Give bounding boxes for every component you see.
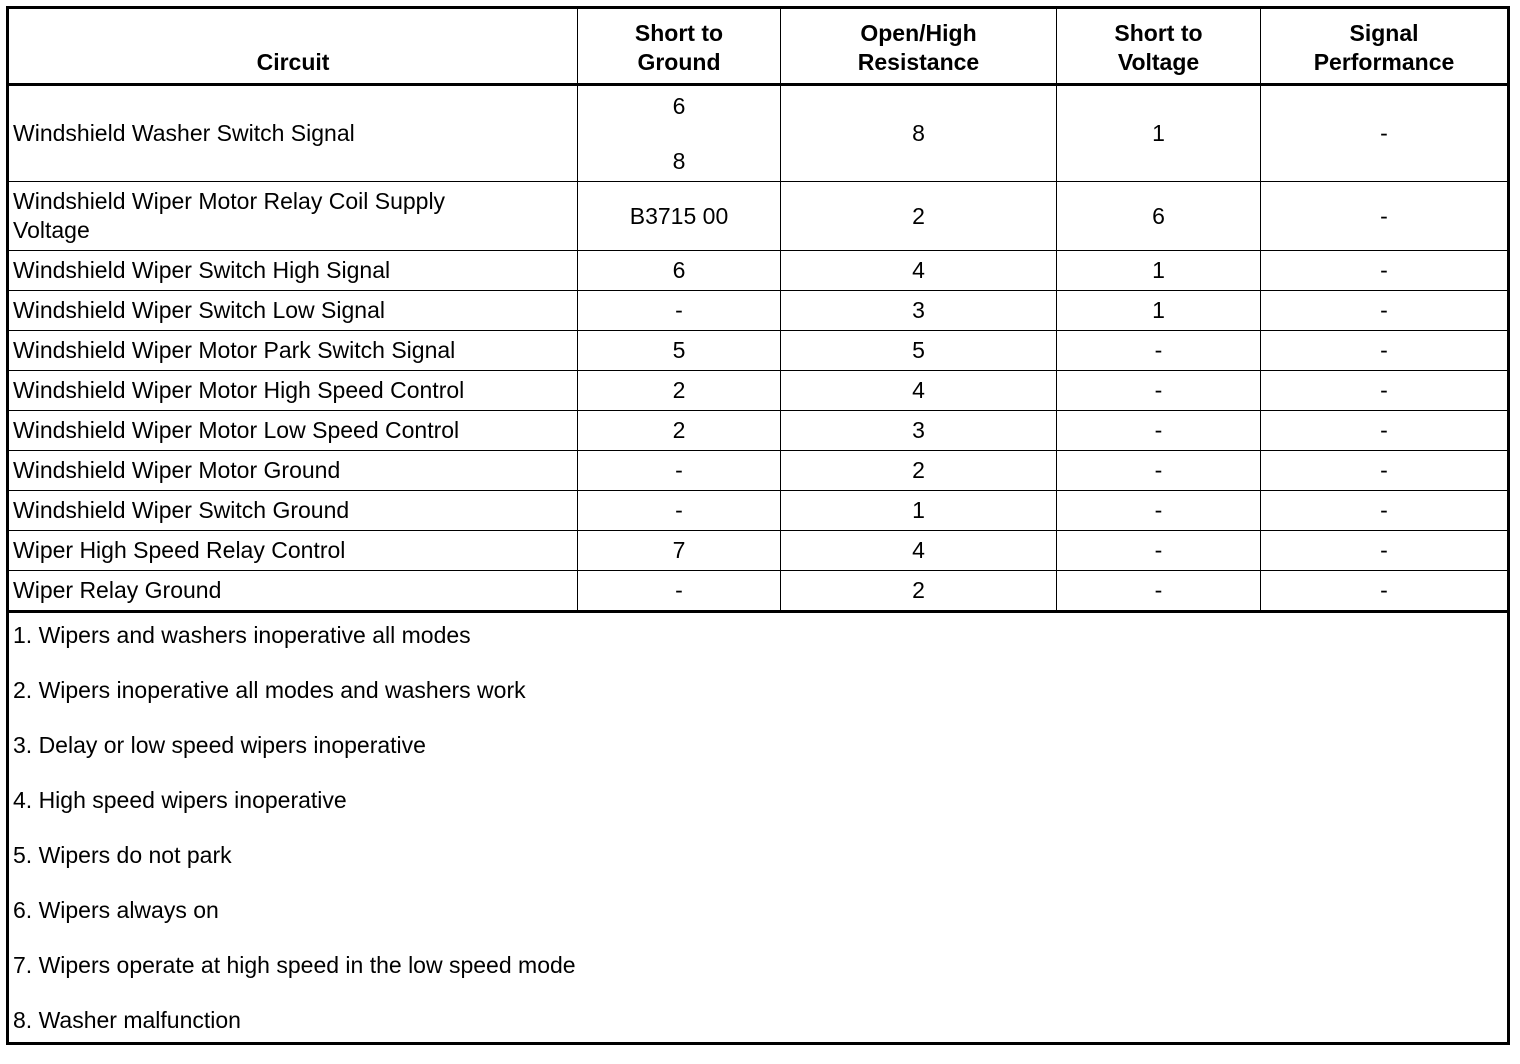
open-high-resistance-value: 2 bbox=[781, 451, 1057, 491]
notes-cell bbox=[8, 612, 1509, 1044]
short-to-voltage-value: - bbox=[1057, 491, 1261, 531]
header-short-to-ground: Short to Ground bbox=[578, 8, 781, 85]
signal-performance-value: - bbox=[1261, 85, 1509, 182]
short-to-ground-value: 5 bbox=[578, 331, 781, 371]
note-item: 6. Wipers always on bbox=[13, 897, 219, 923]
open-high-resistance-value: 3 bbox=[781, 291, 1057, 331]
open-high-resistance-value: 2 bbox=[781, 571, 1057, 612]
circuit-name: Windshield Wiper Switch Ground bbox=[8, 491, 578, 531]
signal-performance-value: - bbox=[1261, 291, 1509, 331]
note-item: 8. Washer malfunction bbox=[13, 1007, 241, 1033]
short-to-voltage-value: - bbox=[1057, 571, 1261, 612]
table-row bbox=[8, 331, 1509, 371]
circuit-name: Windshield Wiper Motor High Speed Control bbox=[8, 371, 578, 411]
circuit-name: Windshield Wiper Switch Low Signal bbox=[8, 291, 578, 331]
open-high-resistance-value: 1 bbox=[781, 491, 1057, 531]
circuit-name: Wiper High Speed Relay Control bbox=[8, 531, 578, 571]
short-to-ground-value: - bbox=[578, 291, 781, 331]
signal-performance-value: - bbox=[1261, 451, 1509, 491]
table-row bbox=[8, 85, 1509, 182]
short-to-voltage-value: - bbox=[1057, 531, 1261, 571]
circuit-name: Windshield Wiper Motor Low Speed Control bbox=[8, 411, 578, 451]
circuit-name: Wiper Relay Ground bbox=[8, 571, 578, 612]
short-to-ground-value-line: 8 bbox=[672, 147, 686, 174]
circuit-name: Windshield Wiper Switch High Signal bbox=[8, 251, 578, 291]
table-row bbox=[8, 531, 1509, 571]
note-item: 1. Wipers and washers inoperative all modes bbox=[13, 622, 471, 648]
short-to-ground-value: - bbox=[578, 491, 781, 531]
short-to-ground-value: 2 bbox=[578, 411, 781, 451]
header-circuit: Circuit bbox=[8, 8, 578, 85]
short-to-ground-value bbox=[578, 85, 781, 182]
table-row bbox=[8, 411, 1509, 451]
table-row bbox=[8, 491, 1509, 531]
short-to-ground-value: 6 bbox=[578, 251, 781, 291]
table-row bbox=[8, 451, 1509, 491]
short-to-ground-value-line: 6 bbox=[672, 92, 686, 119]
note-item: 4. High speed wipers inoperative bbox=[13, 787, 347, 813]
circuit-name: Windshield Wiper Motor Ground bbox=[8, 451, 578, 491]
short-to-ground-value: B3715 00 bbox=[578, 182, 781, 251]
note-item: 7. Wipers operate at high speed in the low speed mode bbox=[13, 952, 576, 978]
signal-performance-value: - bbox=[1261, 531, 1509, 571]
short-to-ground-value: - bbox=[578, 571, 781, 612]
short-to-voltage-value: 1 bbox=[1057, 251, 1261, 291]
open-high-resistance-value: 3 bbox=[781, 411, 1057, 451]
circuit-name: Windshield Wiper Motor Park Switch Signal bbox=[8, 331, 578, 371]
table-row bbox=[8, 291, 1509, 331]
table-row bbox=[8, 251, 1509, 291]
signal-performance-value: - bbox=[1261, 571, 1509, 612]
open-high-resistance-value: 8 bbox=[781, 85, 1057, 182]
signal-performance-value: - bbox=[1261, 491, 1509, 531]
header-row bbox=[8, 8, 1509, 85]
open-high-resistance-value: 4 bbox=[781, 371, 1057, 411]
short-to-voltage-value: 1 bbox=[1057, 85, 1261, 182]
short-to-voltage-value: - bbox=[1057, 451, 1261, 491]
signal-performance-value: - bbox=[1261, 371, 1509, 411]
table-row bbox=[8, 571, 1509, 612]
short-to-ground-value: - bbox=[578, 451, 781, 491]
short-to-ground-value: 7 bbox=[578, 531, 781, 571]
circuit-name: Windshield Washer Switch Signal bbox=[8, 85, 578, 182]
header-signal-performance: Signal Performance bbox=[1261, 8, 1509, 85]
open-high-resistance-value: 4 bbox=[781, 531, 1057, 571]
header-open-high-resistance: Open/High Resistance bbox=[781, 8, 1057, 85]
notes-row bbox=[8, 612, 1509, 1044]
circuit-diagnostic-table bbox=[6, 6, 1510, 1045]
signal-performance-value: - bbox=[1261, 411, 1509, 451]
note-item: 3. Delay or low speed wipers inoperative bbox=[13, 732, 426, 758]
open-high-resistance-value: 5 bbox=[781, 331, 1057, 371]
short-to-voltage-value: - bbox=[1057, 411, 1261, 451]
signal-performance-value: - bbox=[1261, 182, 1509, 251]
short-to-voltage-value: - bbox=[1057, 371, 1261, 411]
table-row bbox=[8, 371, 1509, 411]
circuit-name: Windshield Wiper Motor Relay Coil Supply Voltage bbox=[8, 182, 578, 251]
signal-performance-value: - bbox=[1261, 251, 1509, 291]
header-short-to-voltage: Short to Voltage bbox=[1057, 8, 1261, 85]
short-to-voltage-value: 1 bbox=[1057, 291, 1261, 331]
short-to-voltage-value: - bbox=[1057, 331, 1261, 371]
note-item: 5. Wipers do not park bbox=[13, 842, 232, 868]
table-row bbox=[8, 182, 1509, 251]
signal-performance-value: - bbox=[1261, 331, 1509, 371]
note-item: 2. Wipers inoperative all modes and washers work bbox=[13, 677, 526, 703]
short-to-voltage-value: 6 bbox=[1057, 182, 1261, 251]
short-to-ground-value: 2 bbox=[578, 371, 781, 411]
open-high-resistance-value: 4 bbox=[781, 251, 1057, 291]
open-high-resistance-value: 2 bbox=[781, 182, 1057, 251]
